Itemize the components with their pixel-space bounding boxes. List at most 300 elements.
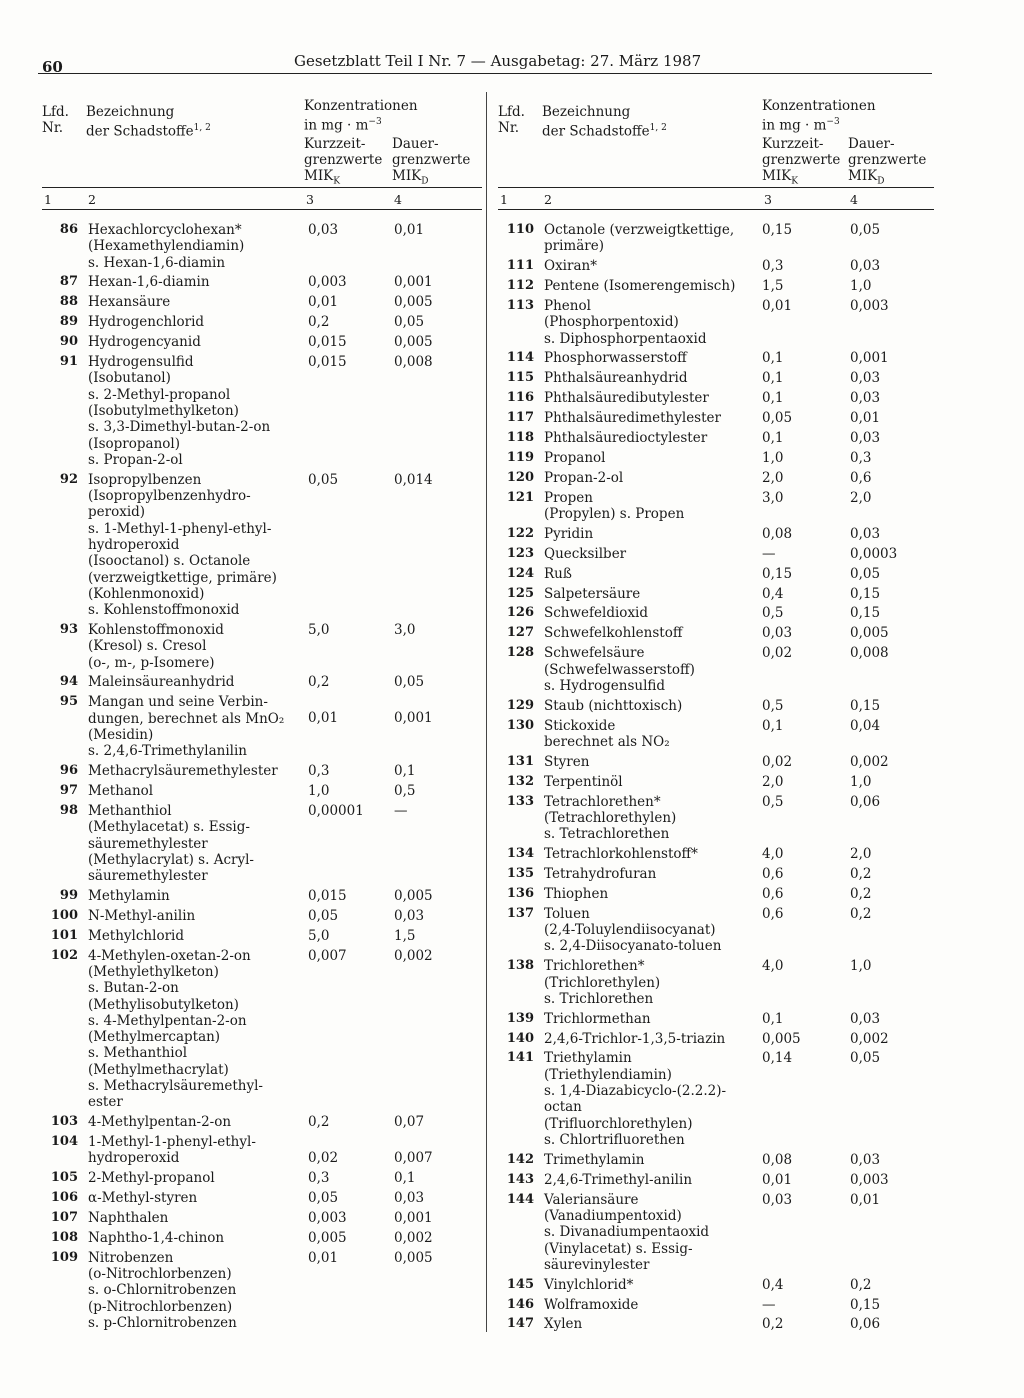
value-mik-d: 2,0 [850,846,872,863]
table-row [498,774,934,790]
substance-name: Methacrylsäuremethylester [88,763,278,780]
value-mik-d: 0,05 [394,674,425,691]
value-mik-k: 0,6 [762,885,784,902]
table-row [498,370,934,386]
value-mik-k: 0,015 [308,888,347,904]
value-mik-k: 0,05 [308,471,339,488]
value-mik-k: 0,02 [762,753,793,770]
value-mik-k: 2,0 [762,773,784,790]
row-number: 87 [59,274,78,290]
row-number: 132 [506,773,534,789]
table-left-column [42,96,482,1335]
value-mik-k: 0,003 [308,1210,347,1227]
value-mik-k: 0,15 [762,222,793,238]
value-mik-d: 0,05 [850,1050,881,1067]
row-number: 110 [506,222,534,237]
table-row [498,886,934,902]
table-row [498,526,934,542]
value-mik-d: 0,005 [394,294,433,311]
row-number: 100 [50,907,78,923]
row-number: 129 [506,697,534,713]
substance-name: Phthalsäuredioctylester [544,430,708,447]
table-row [42,622,482,671]
substance-name: Valeriansäure (Vanadiumpentoxid) s. Divanadiumpentaoxid (Vinylacetat) s. Essig- säurevinylester [544,1191,710,1273]
header-konzentrationen: Konzentrationen in mg · $m^{-3}$ [304,98,418,134]
value-mik-k: 2,0 [762,469,784,486]
table-row [498,846,934,862]
value-mik-d: 0,01 [850,410,881,427]
substance-name: Methanol [88,783,154,800]
table-row [498,390,934,406]
substance-name: Tetrahydrofuran [544,865,657,882]
row-number: 91 [59,354,78,370]
value-mik-d: 0,05 [394,314,425,331]
value-mik-k: 0,005 [762,1030,801,1047]
substance-name: Oxiran* [544,258,597,275]
value-mik-d: 1,0 [850,278,872,295]
substance-name: Phenol (Phosphorpentoxid) s. Diphosphorpentaoxid [544,297,707,347]
value-mik-k: 3,0 [762,489,784,506]
substance-name: Octanole (verzweigtkettige, primäre) [544,222,735,255]
table-row [498,605,934,621]
substance-name: Trimethylamin [544,1151,645,1168]
substance-name: Toluen (2,4-Toluylendiisocyanat) s. 2,4-Diisocyanato-toluen [544,905,722,955]
value-mik-d: 1,0 [850,773,872,790]
header-bezeichnung: Bezeichnung der Schadstoffe$^{1, 2}$ [86,104,211,140]
value-mik-d: 0,001 [394,274,433,291]
value-mik-d: 1,5 [394,927,416,944]
value-mik-k: 0,2 [762,1316,784,1333]
value-mik-d: 0,03 [850,525,881,542]
value-mik-k: 0,1 [762,390,784,407]
value-mik-k: — [762,545,776,562]
row-number: 102 [50,947,78,963]
value-mik-d: 0,05 [850,222,881,238]
substance-name: Schwefeldioxid [544,605,649,622]
table-row [42,472,482,619]
table-row [498,350,934,366]
value-mik-k: 0,05 [308,907,339,924]
value-mik-d: 0,003 [850,1171,889,1188]
value-mik-k: 0,1 [762,430,784,447]
table-rows-right [498,222,934,1333]
value-mik-k: 1,5 [762,278,784,295]
value-mik-k: 0,007 [308,947,347,964]
substance-name: Xylen [544,1316,583,1333]
table-row [498,794,934,843]
table-row [498,1152,934,1168]
row-number: 120 [506,469,534,485]
table-row [498,1050,934,1148]
value-mik-d: 0,005 [394,1249,433,1266]
substance-name: Schwefelsäure (Schwefelwasserstoff) s. Hydrogensulfid [544,645,695,694]
substance-name: Triethylamin (Triethylendiamin) s. 1,4-Diazabicyclo-(2.2.2)- octan (Trifluorchlorethylen) s. Chlortrifluorethen [544,1050,727,1148]
value-mik-k: 0,03 [762,1191,793,1208]
column-numbers: 1 2 3 4 [498,188,934,210]
value-mik-k: 0,01 [762,1171,793,1188]
row-number: 122 [506,525,534,541]
value-mik-d: 0,002 [394,947,433,964]
substance-name: Methylchlorid [88,927,184,944]
value-mik-d: 0,01 [850,1191,881,1208]
table-row [498,430,934,446]
value-mik-k: 5,0 [308,621,330,638]
table-row [42,294,482,310]
table-row [498,586,934,602]
value-mik-d: 0,03 [850,370,881,387]
value-mik-d: 0,3 [850,449,872,466]
value-mik-d: 0,1 [394,763,416,780]
value-mik-k: 0,5 [762,793,784,810]
table-row [498,450,934,466]
value-mik-d: 0,014 [394,471,433,488]
substance-name: Ruß [544,565,572,582]
substance-name: Hexansäure [88,294,171,311]
value-mik-k: 0,2 [308,314,330,331]
substance-name: Thiophen [544,885,609,902]
row-number: 118 [506,430,534,446]
value-mik-d: 0,002 [850,753,889,770]
substance-name: Naphthalen [88,1210,169,1227]
substance-name: Schwefelkohlenstoff [544,625,683,642]
table-row [498,1172,934,1188]
value-mik-d: 0,2 [850,905,872,922]
value-mik-d: 0,0003 [850,545,898,562]
table-row [498,958,934,1007]
value-mik-k: 0,3 [762,258,784,275]
substance-name: 4-Methylpentan-2-on [88,1114,232,1131]
table-row [498,1277,934,1293]
value-mik-k: 5,0 [308,927,330,944]
substance-name: Hydrogensulfid (Isobutanol) s. 2-Methyl-propanol (Isobutylmethylketon) s. 3,3-Dimethyl-butan-2-on (Isopropanol) s. Propan-2-ol [88,354,271,468]
table-row [498,258,934,274]
value-mik-d: 0,06 [850,1316,881,1333]
value-mik-d: 0,002 [394,1229,433,1246]
table-row [498,866,934,882]
row-number: 98 [59,802,78,818]
header-dauergrenzwerte: Dauer- grenzwerte $MIK_D$ [392,136,471,187]
row-number: 127 [506,625,534,641]
row-number: 86 [59,222,78,237]
value-mik-d: 2,0 [850,489,872,506]
value-mik-k: 0,03 [308,222,339,238]
substance-name: Styren [544,753,590,770]
substance-name: 2,4,6-Trichlor-1,3,5-triazin [544,1030,726,1047]
value-mik-d: — [394,802,408,819]
substance-name: α-Methyl-styren [88,1190,198,1207]
table-row [42,928,482,944]
value-mik-k: 0,05 [308,1190,339,1207]
row-number: 89 [59,314,78,330]
value-mik-d: 0,05 [850,565,881,582]
value-mik-k: 0,05 [762,410,793,427]
value-mik-d: 0,03 [850,1151,881,1168]
header-konzentrationen: Konzentrationen in mg · $m^{-3}$ [762,98,876,134]
row-number: 106 [50,1190,78,1206]
row-number: 133 [506,793,534,809]
page-header [38,52,932,74]
table-row [42,763,482,779]
row-number: 90 [59,334,78,350]
value-mik-k: 1,0 [762,449,784,466]
row-number: 142 [506,1151,534,1167]
table-header [42,96,482,188]
table-row [498,1192,934,1273]
table-row [42,222,482,271]
table-row [498,718,934,751]
substance-name: Stickoxide berechnet als NO₂ [544,717,670,750]
table-row [498,1297,934,1313]
table-row [498,222,934,255]
value-mik-k: 0,08 [762,525,793,542]
table-row [498,546,934,562]
value-mik-k: 0,14 [762,1050,793,1067]
value-mik-d: 0,007 [394,1150,433,1167]
row-number: 116 [506,390,534,406]
header-dauergrenzwerte: Dauer- grenzwerte $MIK_D$ [848,136,927,187]
substance-name: Trichlormethan [544,1010,651,1027]
table-row [42,694,482,759]
table-row [42,948,482,1111]
table-row [498,906,934,955]
row-number: 95 [59,694,78,710]
row-number: 115 [506,370,534,386]
value-mik-k: 4,0 [762,846,784,863]
row-number: 126 [506,605,534,621]
table-row [498,410,934,426]
substance-name: Hydrogencyanid [88,334,201,351]
value-mik-d: 0,15 [850,697,881,714]
substance-name: Trichlorethen* (Trichlorethylen) s. Trichlorethen [544,958,661,1007]
table-row [42,314,482,330]
value-mik-d: 0,002 [850,1030,889,1047]
table-right-column [498,96,934,1336]
substance-name: Propen (Propylen) s. Propen [544,489,685,522]
table-row [42,908,482,924]
table-row [498,470,934,486]
substance-name: Vinylchlorid* [544,1276,634,1293]
value-mik-k: 0,2 [308,674,330,691]
row-number: 88 [59,294,78,310]
table-row [42,1190,482,1206]
substance-name: Methanthiol (Methylacetat) s. Essig- säuremethylester (Methylacrylat) s. Acryl- säuremethylester [88,802,254,885]
row-number: 119 [506,449,534,465]
value-mik-d: 0,06 [850,793,881,810]
value-mik-d: 0,01 [394,222,425,238]
value-mik-k: 0,08 [762,1151,793,1168]
value-mik-d: 0,03 [850,258,881,275]
table-row [498,754,934,770]
value-mik-k: 0,6 [762,905,784,922]
table-row [42,888,482,904]
row-number: 105 [50,1170,78,1186]
substance-name: Quecksilber [544,545,627,562]
table-row [42,1230,482,1246]
header-bezeichnung: Bezeichnung der Schadstoffe$^{1, 2}$ [542,104,667,140]
substance-name: Phthalsäuredibutylester [544,390,709,407]
value-mik-d: 0,008 [394,354,433,371]
table-row [498,625,934,641]
value-mik-k: 0,3 [308,763,330,780]
substance-name: Propan-2-ol [544,469,624,486]
substance-name: Staub (nichttoxisch) [544,697,683,714]
row-number: 147 [506,1316,534,1332]
substance-name: Naphtho-1,4-chinon [88,1229,225,1246]
row-number: 146 [506,1296,534,1312]
value-mik-d: 0,008 [850,645,889,662]
substance-name: Pentene (Isomerengemisch) [544,278,736,295]
row-number: 109 [50,1249,78,1265]
substance-name: Terpentinöl [544,773,623,790]
row-number: 99 [59,888,78,903]
row-number: 145 [506,1276,534,1292]
substance-name: 4-Methylen-oxetan-2-on (Methylethylketon) s. Butan-2-on (Methylisobutylketon) s. 4-Methylpentan-2-on (Methylmercaptan) s. Methanthiol (Methylmethacrylat) s. Methacrylsäuremethyl- ester [88,947,263,1111]
table-row [42,674,482,690]
value-mik-k: 0,4 [762,585,784,602]
table-row [498,645,934,694]
value-mik-k: — [762,1296,776,1313]
substance-name: Hexachlorcyclohexan* (Hexamethylendiamin) s. Hexan-1,6-diamin [88,222,245,271]
value-mik-k: 0,01 [762,297,793,314]
row-number: 114 [506,350,534,366]
header-lfd-nr: Lfd. Nr. [498,104,525,136]
table-row [42,1114,482,1130]
substance-name: Tetrachlorethen* (Tetrachlorethylen) s. Tetrachlorethen [544,793,677,843]
row-number: 97 [59,783,78,799]
substance-name: Mangan und seine Verbin- dungen, berechnet als MnO₂ (Mesidin) s. 2,4,6-Trimethylanilin [88,694,285,760]
value-mik-d: 0,15 [850,1296,881,1313]
substance-name: Kohlenstoffmonoxid (Kresol) s. Cresol (o-, m-, p-Isomere) [88,621,224,671]
table-row [498,298,934,347]
substance-name: 2-Methyl-propanol [88,1170,215,1187]
row-number: 135 [506,865,534,881]
substance-name: Maleinsäureanhydrid [88,674,235,691]
row-number: 123 [506,545,534,561]
value-mik-k: 0,5 [762,605,784,622]
table-row [42,354,482,468]
row-number: 138 [506,958,534,974]
row-number: 130 [506,717,534,733]
value-mik-d: 0,1 [394,1170,416,1187]
value-mik-d: 0,03 [850,1010,881,1027]
value-mik-d: 0,6 [850,469,872,486]
table-row [498,490,934,523]
column-numbers: 1 2 3 4 [42,188,482,210]
value-mik-d: 0,03 [850,430,881,447]
value-mik-d: 0,001 [394,710,433,727]
row-number: 104 [50,1134,78,1150]
page-number: 60 [42,58,63,76]
value-mik-d: 0,03 [850,390,881,407]
row-number: 107 [50,1210,78,1226]
value-mik-k: 0,1 [762,370,784,387]
value-mik-k: 0,1 [762,717,784,734]
value-mik-d: 0,2 [850,865,872,882]
row-number: 117 [506,410,534,426]
table-rows-left [42,222,482,1331]
substance-name: Phthalsäuredimethylester [544,410,721,427]
value-mik-d: 0,15 [850,585,881,602]
table-row [42,1170,482,1186]
value-mik-d: 0,001 [850,350,889,367]
substance-name: Propanol [544,449,606,466]
row-number: 92 [59,471,78,487]
row-number: 112 [506,278,534,294]
substance-name: Phthalsäureanhydrid [544,370,688,387]
table-row [42,334,482,350]
value-mik-k: 0,1 [762,1010,784,1027]
row-number: 93 [59,621,78,637]
row-number: 101 [50,927,78,943]
row-number: 108 [50,1229,78,1245]
row-number: 94 [59,674,78,690]
page-title: Gesetzblatt Teil I Nr. 7 — Ausgabetag: 27. März 1987 [294,52,702,70]
table-row [498,278,934,294]
value-mik-d: 0,15 [850,605,881,622]
value-mik-k: 0,02 [762,645,793,662]
table-row [498,1316,934,1332]
value-mik-k: 1,0 [308,783,330,800]
substance-name: 2,4,6-Trimethyl-anilin [544,1171,693,1188]
row-number: 125 [506,585,534,601]
header-kurzzeitgrenzwerte: Kurzzeit- grenzwerte $MIK_K$ [762,136,841,187]
row-number: 137 [506,905,534,921]
value-mik-d: 0,005 [394,334,433,351]
substance-name: Tetrachlorkohlenstoff* [544,846,698,863]
value-mik-d: 0,2 [850,1276,872,1293]
value-mik-k: 4,0 [762,958,784,975]
row-number: 96 [59,763,78,779]
value-mik-d: 0,03 [394,1190,425,1207]
value-mik-d: 0,005 [394,888,433,904]
table-row [42,1210,482,1226]
substance-name: N-Methyl-anilin [88,907,196,924]
substance-name: Hydrogenchlorid [88,314,205,331]
row-number: 131 [506,753,534,769]
row-number: 141 [506,1050,534,1066]
table-row [42,803,482,884]
value-mik-k: 0,1 [762,350,784,367]
value-mik-k: 0,3 [308,1170,330,1187]
value-mik-d: 3,0 [394,621,416,638]
value-mik-d: 0,2 [850,885,872,902]
substance-name: Nitrobenzen (o-Nitrochlorbenzen) s. o-Chlornitrobenzen (p-Nitrochlorbenzen) s. p-Chlornitrobenzen [88,1249,237,1332]
value-mik-k: 0,01 [308,710,339,727]
row-number: 121 [506,489,534,505]
row-number: 143 [506,1171,534,1187]
row-number: 111 [506,258,534,274]
value-mik-d: 0,003 [850,297,889,314]
row-number: 134 [506,846,534,862]
substance-name: Hexan-1,6-diamin [88,274,210,291]
row-number: 124 [506,565,534,581]
value-mik-d: 0,005 [850,625,889,642]
value-mik-d: 0,5 [394,783,416,800]
value-mik-k: 0,00001 [308,802,364,819]
row-number: 103 [50,1114,78,1130]
row-number: 136 [506,885,534,901]
substance-name: Methylamin [88,888,170,904]
substance-name: Isopropylbenzen (Isopropylbenzenhydro- peroxid) s. 1-Methyl-1-phenyl-ethyl- hydroperoxid (Isooctanol) s. Octanole (verzweigtkettige, primäre) (Kohlenmonoxid) s. Kohlenstoffmonoxid [88,471,277,619]
value-mik-k: 0,03 [762,625,793,642]
table-row [42,783,482,799]
substance-name: Wolframoxide [544,1296,639,1313]
substance-name: Pyridin [544,525,594,542]
table-row [42,274,482,290]
table-row [42,1250,482,1331]
table-row [498,1011,934,1027]
value-mik-d: 1,0 [850,958,872,975]
